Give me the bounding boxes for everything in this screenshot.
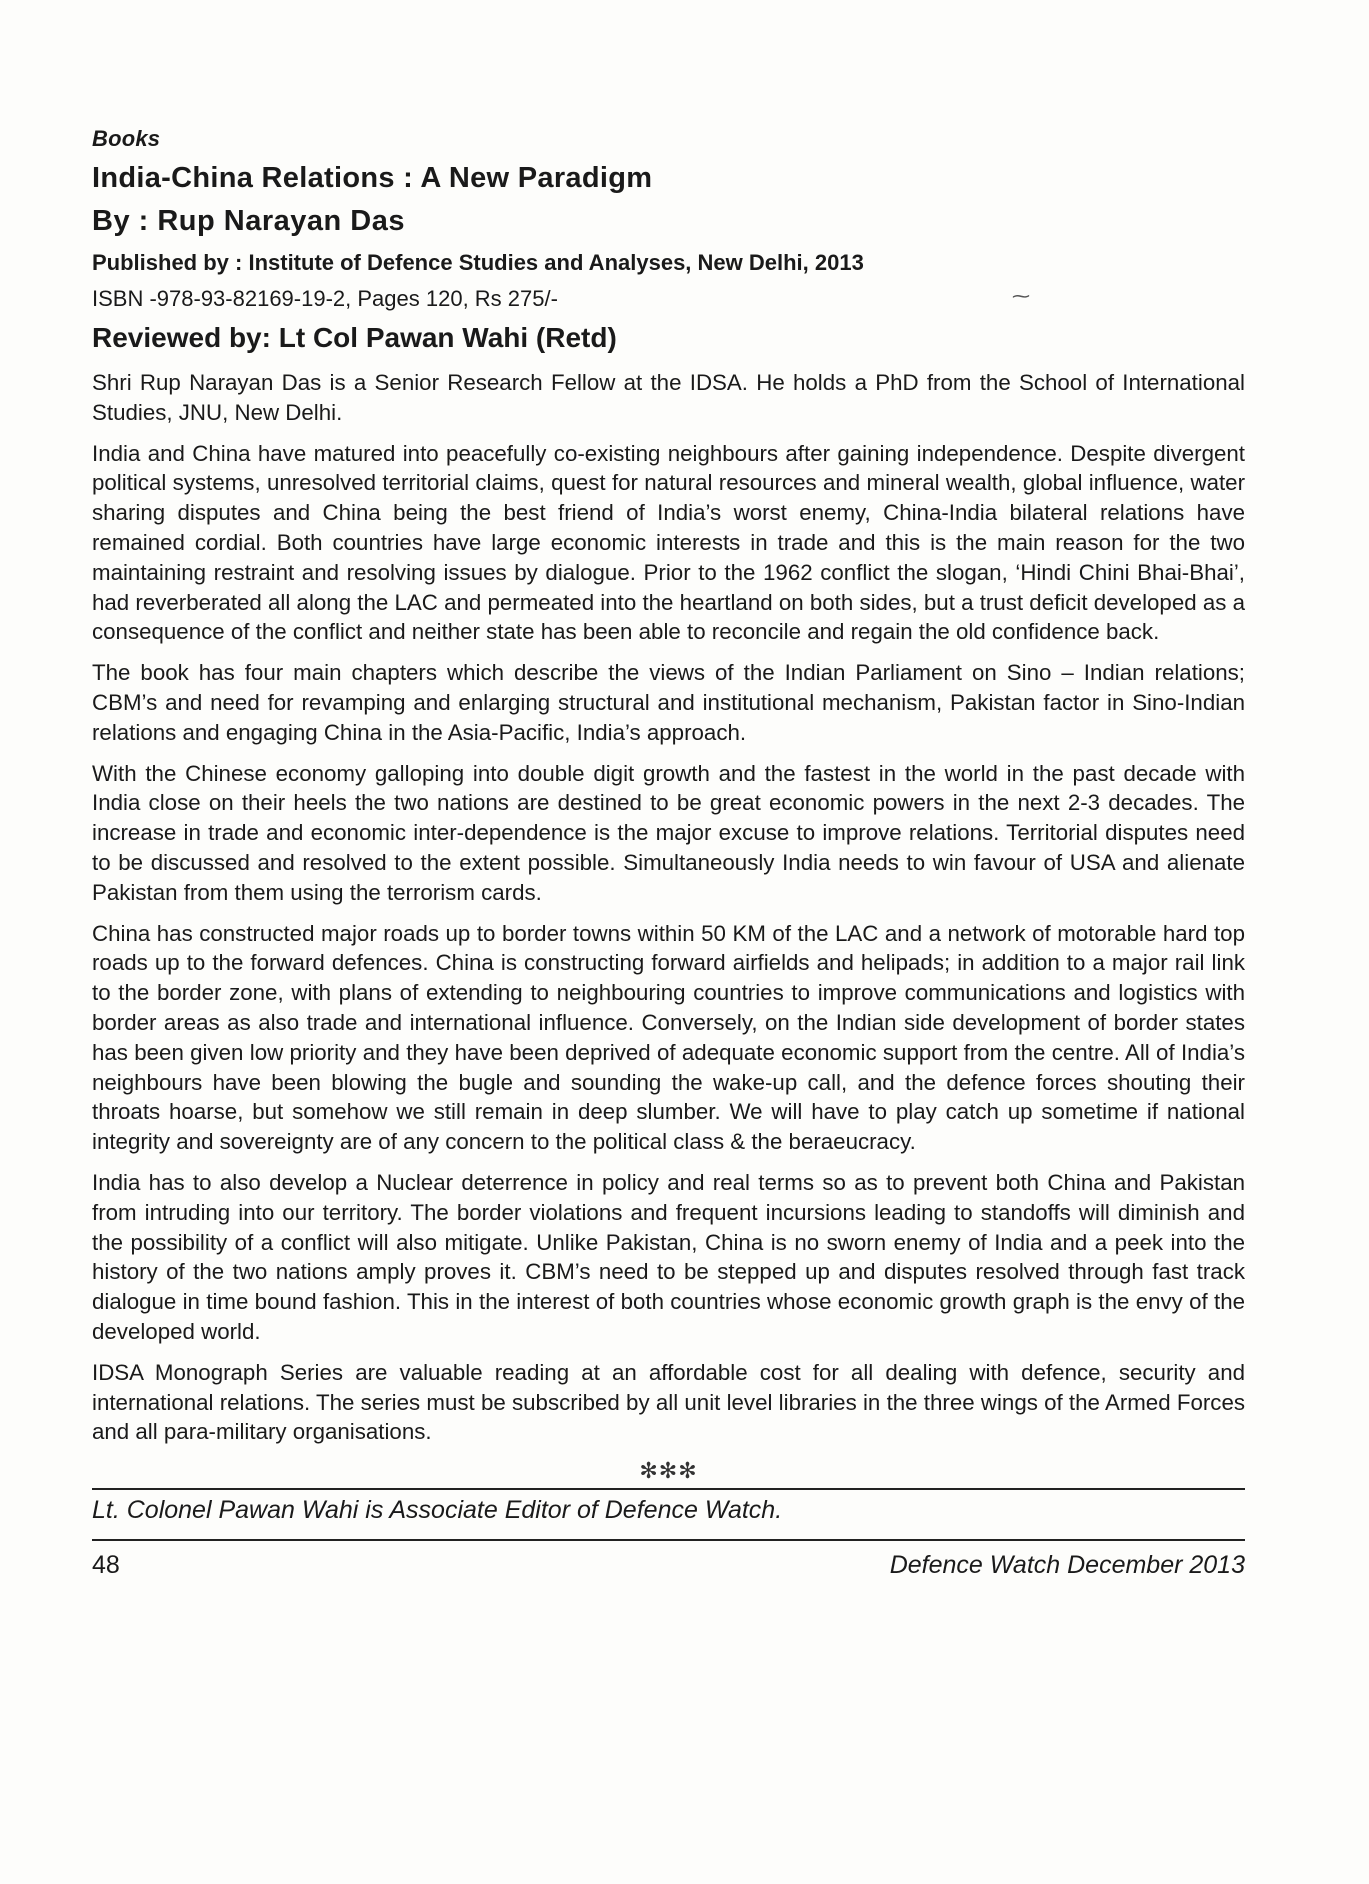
page-footer xyxy=(92,1551,1245,1580)
paragraph-chapters: The book has four main chapters which describe the views of the Indian Parliament on Sino – Indian relations; CBM’s and need for revamping and enlarging structural and institutional mechanism, Pakistan factor in Sino-Indian relations and engaging China in the Asia-Pacific, India’s approach. xyxy=(92,660,1245,745)
reviewer-bio: Lt. Colonel Pawan Wahi is Associate Editor of Defence Watch. xyxy=(92,1496,783,1525)
paragraph-nuclear: India has to also develop a Nuclear deterrence in policy and real terms so as to prevent both China and Pakistan from intruding into our territory. The border violations and frequent incursions leading to standoffs will diminish and the possibility of a conflict will also mitigate. Unlike Pakistan, China is no sworn enemy of India and a peek into the history of the two nations amply proves it. CBM’s need to be stepped up and disputes resolved through fast track dialogue in time bound fashion. This in the interest of both countries whose economic growth graph is the envy of the developed world. xyxy=(92,1169,1245,1344)
page-number: 48 xyxy=(92,1551,120,1580)
isbn-text: ISBN -978-93-82169-19-2, Pages 120, Rs 275/- xyxy=(92,286,558,311)
book-title: India-China Relations : A New Paradigm xyxy=(92,162,653,194)
book-author: By : Rup Narayan Das xyxy=(92,205,405,237)
paragraph-conclusion: IDSA Monograph Series are valuable reading at an affordable cost for all dealing with defence, security and international relations. The series must be subscribed by all unit level libraries in the three wings of the Armed Forces and all para-military organisations. xyxy=(92,1359,1245,1445)
article-body xyxy=(92,368,1245,1447)
paragraph-economy: With the Chinese economy galloping into double digit growth and the fastest in the world in the past decade with India close on their heels the two nations are destined to be great economic powers in the next 2-3 decades. The increase in trade and economic inter-dependence is the major excuse to improve relations. Territorial disputes need to be discussed and resolved to the extent possible. Simultaneously India needs to win favour of USA and alienate Pakistan from them using the terrorism cards. xyxy=(92,760,1245,905)
section-label: Books xyxy=(92,126,161,151)
paragraph-author-intro: Shri Rup Narayan Das is a Senior Research Fellow at the IDSA. He holds a PhD from the School of International Studies, JNU, New Delhi. xyxy=(92,370,1245,425)
pen-mark-icon: ⁓ xyxy=(1012,286,1030,306)
paragraph-background: India and China have matured into peacefully co-existing neighbours after gaining independence. Despite divergent political systems, unresolved territorial claims, quest for natural resources and mineral wealth, global influence, water sharing disputes and China being the best friend of India’s worst enemy, China-India bilateral relations have remained cordial. Both countries have large economic interests in trade and this is the main reason for the two maintaining restraint and resolving issues by dialogue. Prior to the 1962 conflict the slogan, ‘Hindi Chini Bhai-Bhai’, had reverberated all along the LAC and permeated into the heartland on both sides, but a trust deficit developed as a consequence of the conflict and neither state has been able to reconcile and regain the old confidence back. xyxy=(92,440,1245,645)
section-separator: ✻✻✻ xyxy=(639,1458,698,1484)
divider-bottom xyxy=(92,1539,1245,1541)
divider-top xyxy=(92,1488,1245,1490)
isbn-line xyxy=(92,286,1245,312)
page xyxy=(92,126,1245,1580)
paragraph-infrastructure: China has constructed major roads up to border towns within 50 KM of the LAC and a network of motorable hard top roads up to the forward defences. China is constructing forward airfields and helipads; in addition to a major rail link to the border zone, with plans of extending to neighbouring countries to improve communications and logistics with border areas as also trade and international influence. Conversely, on the Indian side development of border states has been given low priority and they have been deprived of adequate economic support from the centre. All of India’s neighbours have been blowing the bugle and sounding the wake-up call, and the defence forces shouting their throats hoarse, but somehow we still remain in deep slumber. We will have to play catch up sometime if national integrity and sovereignty are of any concern to the political class & the beraeucracy. xyxy=(92,920,1245,1155)
reviewer-line: Reviewed by: Lt Col Pawan Wahi (Retd) xyxy=(92,322,617,353)
publication-name: Defence Watch December 2013 xyxy=(889,1551,1245,1580)
publisher-line: Published by : Institute of Defence Studies and Analyses, New Delhi, 2013 xyxy=(92,250,864,275)
